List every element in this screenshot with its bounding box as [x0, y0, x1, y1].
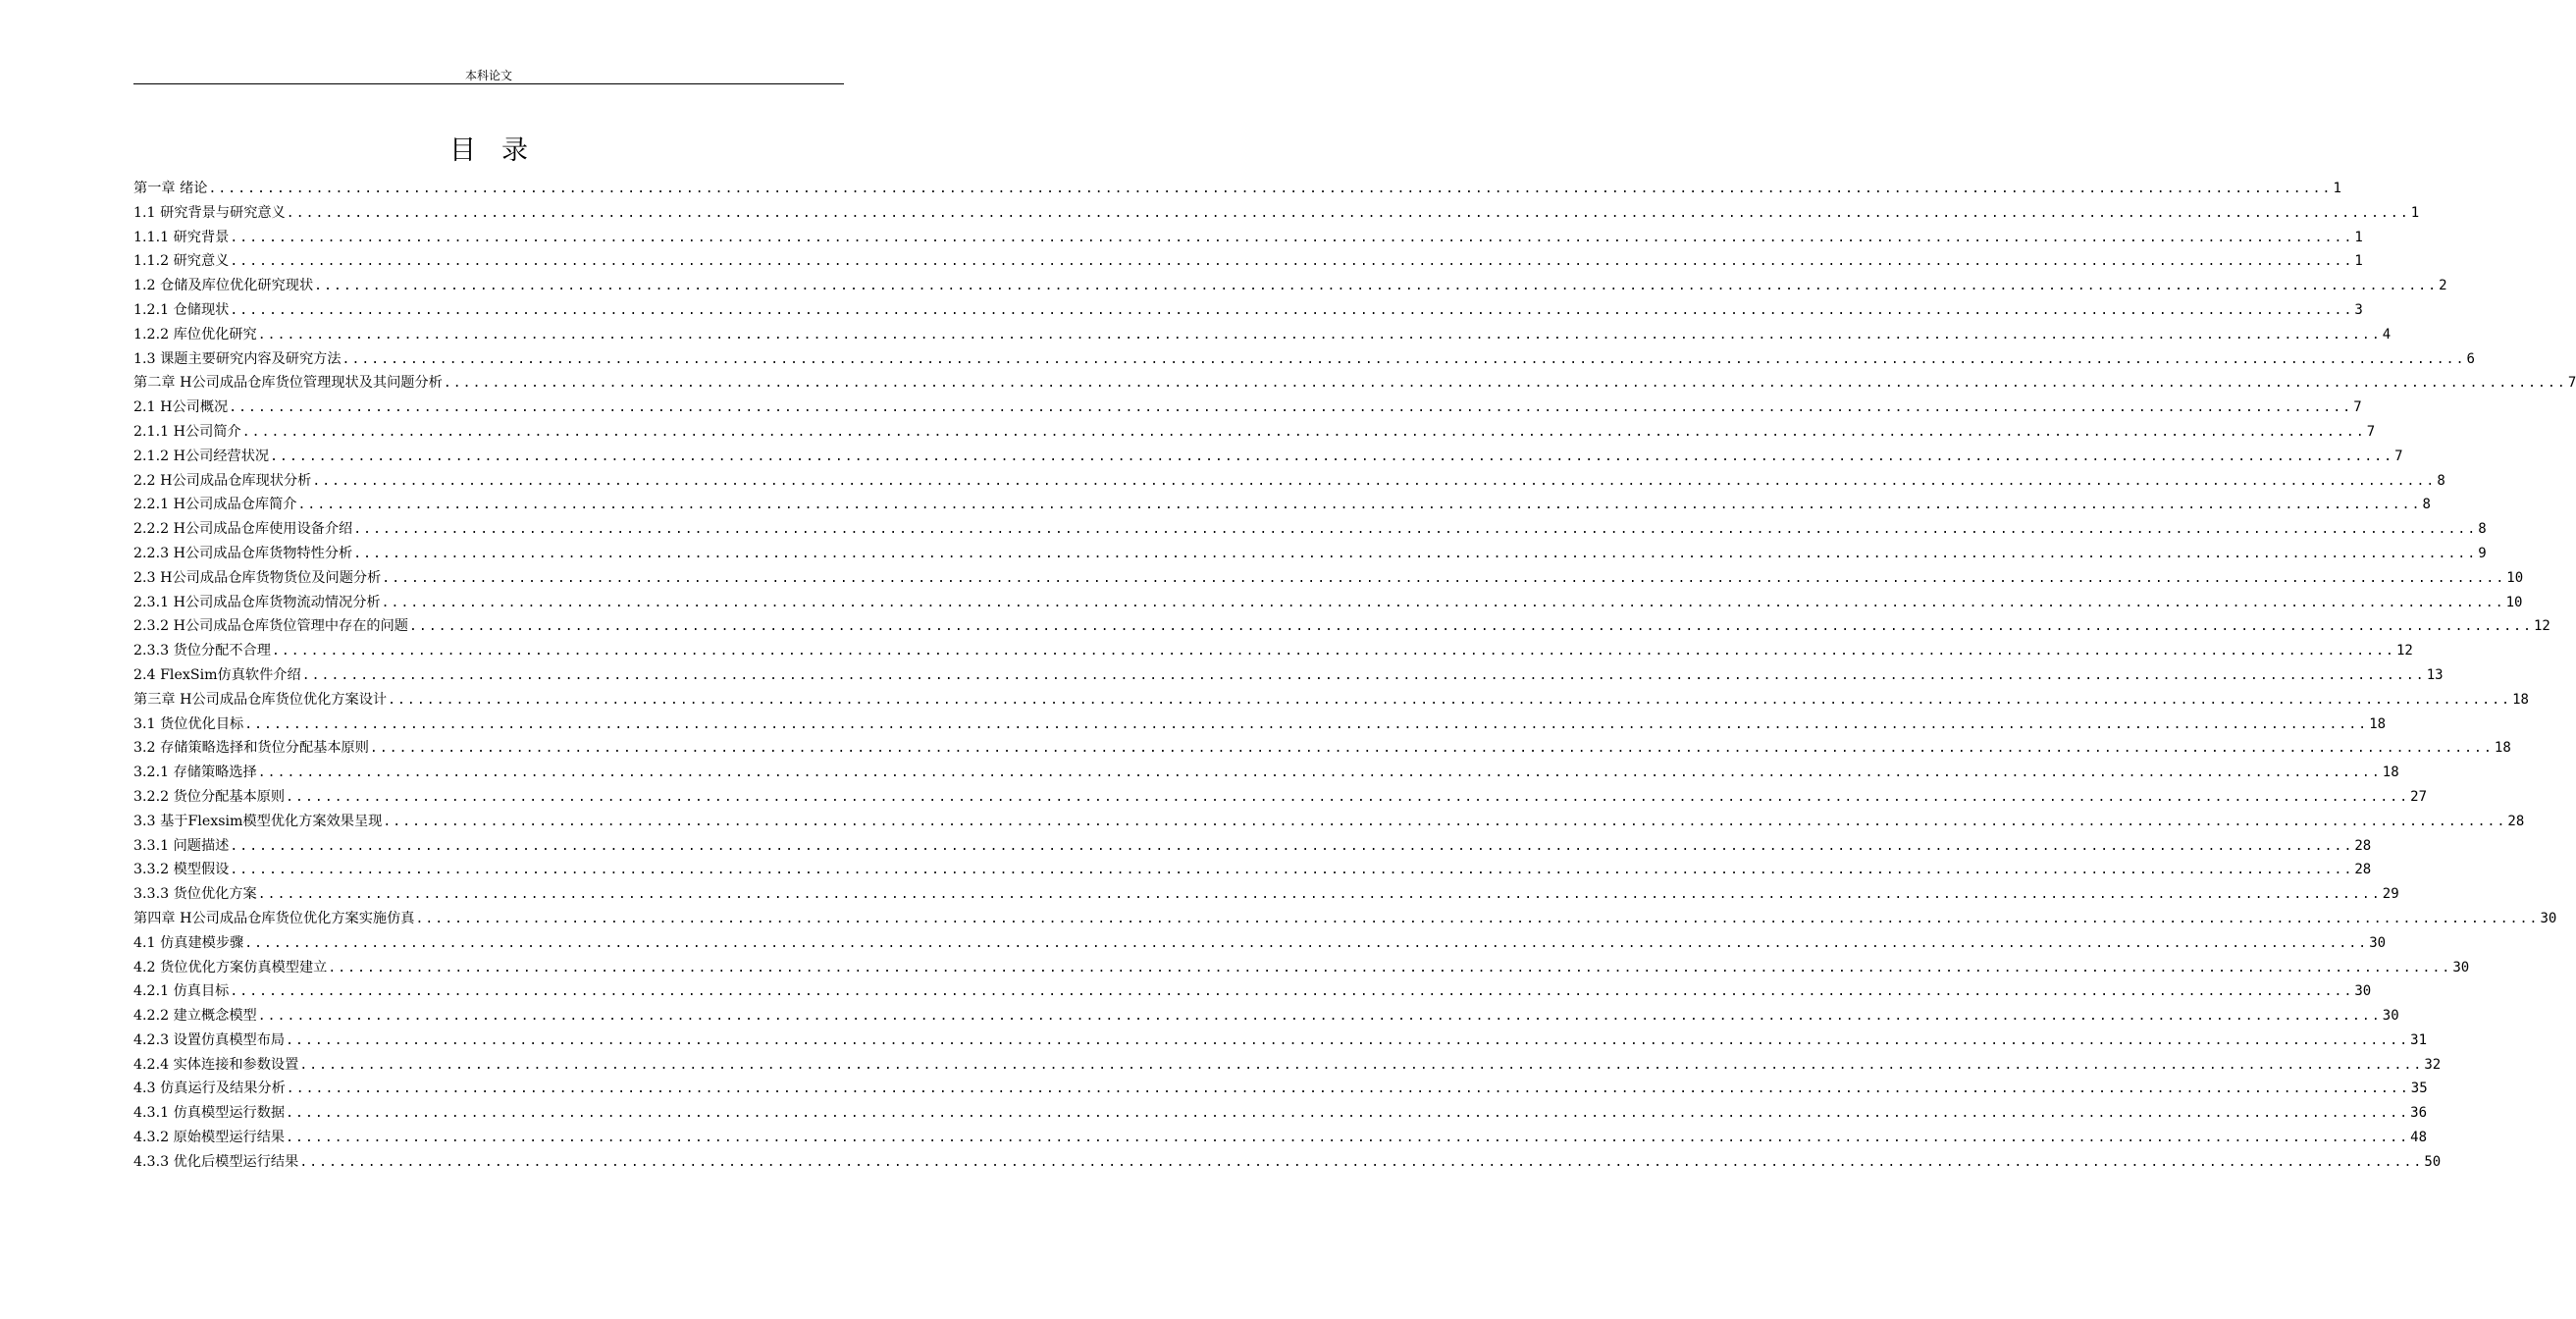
toc-page-number: 48	[2410, 1130, 2427, 1146]
toc-entry[interactable]	[133, 396, 2362, 420]
toc-entry-label: 4.2.3 设置仿真模型布局	[133, 1031, 286, 1048]
toc-entry-label: 2.3 H公司成品仓库货物货位及问题分析	[133, 569, 382, 586]
toc-entry[interactable]	[133, 323, 2392, 347]
toc-dot-leader: ..........................................................................................................................................................................................................................	[299, 1154, 2424, 1170]
toc-page-number: 18	[2512, 691, 2529, 708]
toc-entry-label: 第二章 H公司成品仓库货位管理现状及其问题分析	[133, 375, 443, 392]
toc-dot-leader: ..........................................................................................................................................................................................................................	[230, 230, 2354, 245]
toc-dot-leader: ..........................................................................................................................................................................................................................	[299, 1057, 2424, 1073]
toc-page-number: 50	[2424, 1153, 2442, 1170]
toc-entry-label: 4.2.4 实体连接和参数设置	[133, 1056, 299, 1073]
toc-page-number: 28	[2354, 862, 2372, 878]
toc-entry[interactable]	[133, 882, 2399, 907]
toc-entry[interactable]	[133, 226, 2363, 250]
toc-entry[interactable]	[133, 566, 2524, 591]
toc-dot-leader: ..........................................................................................................................................................................................................................	[286, 789, 2410, 805]
toc-page-number: 8	[2437, 472, 2445, 489]
toc-page-number: 6	[2466, 350, 2475, 367]
toc-entry-label: 1.2.1 仓储现状	[133, 301, 230, 318]
toc-page-number: 30	[2354, 983, 2372, 1000]
header-rule	[133, 83, 844, 84]
page-header: 本科论文	[464, 69, 512, 82]
toc-entry-label: 4.2 货位优化方案仿真模型建立	[133, 959, 328, 976]
toc-entry-label: 2.2.2 H公司成品仓库使用设备介绍	[133, 521, 353, 538]
toc-entry-label: 2.3.2 H公司成品仓库货位管理中存在的问题	[133, 618, 408, 635]
toc-entry-label: 2.3.3 货位分配不合理	[133, 643, 271, 660]
toc-entry[interactable]	[133, 177, 2341, 201]
toc-dot-leader: ..........................................................................................................................................................................................................................	[257, 887, 2382, 903]
toc-entry[interactable]	[133, 420, 2376, 445]
toc-entry[interactable]	[133, 858, 2372, 882]
toc-page-number: 7	[2394, 448, 2403, 464]
toc-entry[interactable]	[133, 614, 2550, 639]
toc-entry-label: 第一章 绪论	[133, 181, 208, 196]
toc-dot-leader: ..........................................................................................................................................................................................................................	[353, 546, 2478, 561]
toc-dot-leader: ..........................................................................................................................................................................................................................	[271, 644, 2395, 660]
toc-entry[interactable]	[133, 1029, 2427, 1053]
toc-entry-label: 1.2.2 库位优化研究	[133, 326, 257, 343]
toc-page-number: 18	[2369, 715, 2387, 732]
toc-entry[interactable]	[133, 1101, 2427, 1126]
toc-page-number: 30	[2382, 1008, 2399, 1025]
toc-entry[interactable]	[133, 469, 2445, 494]
toc-page-number: 1	[2410, 204, 2420, 221]
toc-entry[interactable]	[133, 591, 2523, 615]
toc-dot-leader: ..........................................................................................................................................................................................................................	[328, 960, 2452, 976]
toc-dot-leader: ..........................................................................................................................................................................................................................	[257, 1009, 2382, 1025]
toc-dot-leader: ..........................................................................................................................................................................................................................	[415, 911, 2540, 926]
toc-entry[interactable]	[133, 1150, 2442, 1175]
toc-entry-label: 4.3 仿真运行及结果分析	[133, 1081, 286, 1097]
toc-dot-leader: ..........................................................................................................................................................................................................................	[383, 814, 2507, 829]
toc-dot-leader: ..........................................................................................................................................................................................................................	[353, 522, 2478, 538]
toc-page-number: 18	[2382, 765, 2399, 781]
toc-entry[interactable]	[133, 517, 2487, 542]
toc-entry-label: 3.3 基于Flexsim模型优化方案效果呈现	[133, 813, 383, 829]
toc-entry-label: 3.2.2 货位分配基本原则	[133, 788, 286, 805]
toc-entry[interactable]	[133, 1077, 2428, 1101]
toc-page-number: 4	[2382, 326, 2392, 343]
toc-dot-leader: ..........................................................................................................................................................................................................................	[270, 448, 2394, 464]
toc-dot-leader: ..........................................................................................................................................................................................................................	[443, 376, 2567, 392]
toc-entry[interactable]	[133, 1126, 2427, 1150]
toc-title: 目录	[449, 135, 553, 166]
toc-entry[interactable]	[133, 785, 2427, 810]
toc-entry-label: 4.2.1 仿真目标	[133, 983, 230, 1000]
toc-entry[interactable]	[133, 445, 2403, 469]
toc-dot-leader: ..........................................................................................................................................................................................................................	[257, 327, 2382, 343]
toc-entry-label: 4.2.2 建立概念模型	[133, 1008, 257, 1025]
toc-entry-label: 1.2 仓储及库位优化研究现状	[133, 278, 314, 294]
toc-entry[interactable]	[133, 1053, 2442, 1078]
toc-dot-leader: ..........................................................................................................................................................................................................................	[388, 692, 2512, 708]
toc-dot-leader: ..........................................................................................................................................................................................................................	[342, 351, 2466, 367]
toc-dot-leader: ..........................................................................................................................................................................................................................	[381, 595, 2505, 610]
toc-entry[interactable]	[133, 249, 2363, 274]
toc-entry-label: 1.3 课题主要研究内容及研究方法	[133, 350, 342, 367]
toc-page-number: 30	[2452, 959, 2470, 976]
toc-dot-leader: ..........................................................................................................................................................................................................................	[230, 302, 2354, 318]
toc-dot-leader: ..........................................................................................................................................................................................................................	[241, 424, 2366, 440]
toc-entry[interactable]	[133, 493, 2431, 517]
toc-entry[interactable]	[133, 834, 2372, 859]
toc-dot-leader: ..........................................................................................................................................................................................................................	[286, 1131, 2410, 1146]
toc-entry-label: 2.1.2 H公司经营状况	[133, 448, 270, 464]
toc-dot-leader: ..........................................................................................................................................................................................................................	[208, 182, 2333, 196]
toc-entry[interactable]	[133, 907, 2557, 931]
toc-page-number: 10	[2505, 594, 2523, 610]
toc-page-number: 8	[2478, 521, 2487, 538]
toc-entry[interactable]	[133, 1004, 2399, 1029]
toc-dot-leader: ..........................................................................................................................................................................................................................	[286, 1032, 2410, 1048]
toc-entry[interactable]	[133, 712, 2387, 737]
toc-entry[interactable]	[133, 810, 2525, 834]
toc-dot-leader: ..........................................................................................................................................................................................................................	[314, 279, 2439, 294]
toc-entry[interactable]	[133, 274, 2447, 298]
toc-page-number: 7	[2353, 399, 2362, 416]
toc-dot-leader: ..........................................................................................................................................................................................................................	[312, 473, 2437, 489]
toc-list	[133, 177, 2576, 1175]
toc-page-number: 30	[2369, 934, 2387, 951]
toc-page-number: 18	[2494, 740, 2511, 757]
toc-entry[interactable]	[133, 347, 2475, 372]
toc-entry-label: 4.3.2 原始模型运行结果	[133, 1130, 286, 1146]
toc-entry[interactable]	[133, 761, 2399, 785]
toc-page-number: 12	[2395, 643, 2413, 660]
toc-entry-label: 2.3.1 H公司成品仓库货物流动情况分析	[133, 594, 381, 610]
toc-dot-leader: ..........................................................................................................................................................................................................................	[230, 984, 2354, 1000]
toc-entry-label: 2.2 H公司成品仓库现状分析	[133, 472, 312, 489]
toc-page-number: 10	[2506, 569, 2524, 586]
toc-entry-label: 4.1 仿真建模步骤	[133, 934, 244, 951]
toc-page-number: 7	[2366, 423, 2376, 440]
toc-entry-label: 4.3.3 优化后模型运行结果	[133, 1153, 299, 1170]
toc-page-number: 9	[2478, 545, 2487, 561]
toc-entry[interactable]	[133, 201, 2420, 226]
toc-entry-label: 3.2.1 存储策略选择	[133, 765, 257, 781]
toc-page-number: 35	[2410, 1081, 2428, 1097]
toc-dot-leader: ..........................................................................................................................................................................................................................	[286, 1082, 2410, 1097]
toc-entry[interactable]	[133, 979, 2372, 1004]
toc-entry-label: 第四章 H公司成品仓库货位优化方案实施仿真	[133, 910, 415, 926]
toc-entry-label: 1.1 研究背景与研究意义	[133, 204, 286, 221]
toc-entry-label: 1.1.2 研究意义	[133, 253, 230, 270]
toc-dot-leader: ..........................................................................................................................................................................................................................	[369, 741, 2494, 757]
toc-page-number: 28	[2507, 813, 2525, 829]
toc-page-number: 27	[2410, 788, 2427, 805]
toc-dot-leader: ..........................................................................................................................................................................................................................	[230, 863, 2354, 878]
toc-page-number: 28	[2354, 837, 2372, 854]
toc-entry-label: 3.3.1 问题描述	[133, 837, 230, 854]
toc-dot-leader: ..........................................................................................................................................................................................................................	[301, 667, 2426, 683]
toc-entry[interactable]	[133, 663, 2444, 688]
toc-page-number: 1	[2333, 181, 2341, 196]
toc-entry[interactable]	[133, 542, 2487, 566]
toc-entry-label: 3.3.2 模型假设	[133, 862, 230, 878]
toc-entry-label: 3.3.3 货位优化方案	[133, 886, 257, 903]
toc-entry[interactable]	[133, 639, 2413, 663]
toc-entry-label: 2.2.3 H公司成品仓库货物特性分析	[133, 545, 353, 561]
toc-page-number: 1	[2354, 229, 2363, 245]
toc-dot-leader: ..........................................................................................................................................................................................................................	[244, 716, 2369, 732]
toc-entry-label: 2.2.1 H公司成品仓库简介	[133, 497, 297, 513]
toc-page-number: 8	[2422, 497, 2431, 513]
toc-entry-label: 第三章 H公司成品仓库货位优化方案设计	[133, 691, 388, 708]
toc-page-number: 3	[2354, 301, 2363, 318]
toc-dot-leader: ..........................................................................................................................................................................................................................	[257, 765, 2382, 781]
toc-dot-leader: ..........................................................................................................................................................................................................................	[408, 619, 2533, 635]
toc-dot-leader: ..........................................................................................................................................................................................................................	[297, 498, 2422, 513]
toc-page-number: 30	[2540, 910, 2557, 926]
toc-page-number: 31	[2410, 1031, 2427, 1048]
toc-dot-leader: ..........................................................................................................................................................................................................................	[244, 935, 2369, 951]
toc-dot-leader: ..........................................................................................................................................................................................................................	[229, 400, 2353, 416]
toc-entry-label: 2.1.1 H公司简介	[133, 423, 241, 440]
toc-entry[interactable]	[133, 956, 2470, 980]
toc-page-number: 12	[2534, 618, 2550, 635]
toc-page-number: 13	[2426, 666, 2444, 683]
toc-entry[interactable]	[133, 931, 2387, 956]
toc-entry-label: 1.1.1 研究背景	[133, 229, 230, 245]
toc-dot-leader: ..........................................................................................................................................................................................................................	[382, 570, 2506, 586]
toc-dot-leader: ..........................................................................................................................................................................................................................	[230, 254, 2354, 270]
toc-entry[interactable]	[133, 688, 2529, 712]
toc-page-number: 32	[2424, 1056, 2442, 1073]
toc-entry-label: 3.2 存储策略选择和货位分配基本原则	[133, 740, 369, 757]
toc-page-number: 29	[2382, 886, 2399, 903]
toc-entry-label: 3.1 货位优化目标	[133, 715, 244, 732]
toc-entry-label: 2.1 H公司概况	[133, 399, 229, 416]
toc-dot-leader: ..........................................................................................................................................................................................................................	[286, 205, 2410, 221]
toc-page-number: 1	[2354, 253, 2363, 270]
toc-dot-leader: ..........................................................................................................................................................................................................................	[286, 1106, 2410, 1122]
toc-entry-label: 2.4 FlexSim仿真软件介绍	[133, 666, 301, 683]
toc-entry-label: 4.3.1 仿真模型运行数据	[133, 1105, 286, 1122]
toc-page-number: 7	[2567, 375, 2576, 392]
toc-entry[interactable]	[133, 298, 2363, 323]
toc-dot-leader: ..........................................................................................................................................................................................................................	[230, 838, 2354, 854]
toc-page-number: 2	[2439, 278, 2447, 294]
toc-entry[interactable]	[133, 736, 2511, 761]
toc-entry[interactable]	[133, 371, 2576, 396]
toc-page-number: 36	[2410, 1105, 2427, 1122]
